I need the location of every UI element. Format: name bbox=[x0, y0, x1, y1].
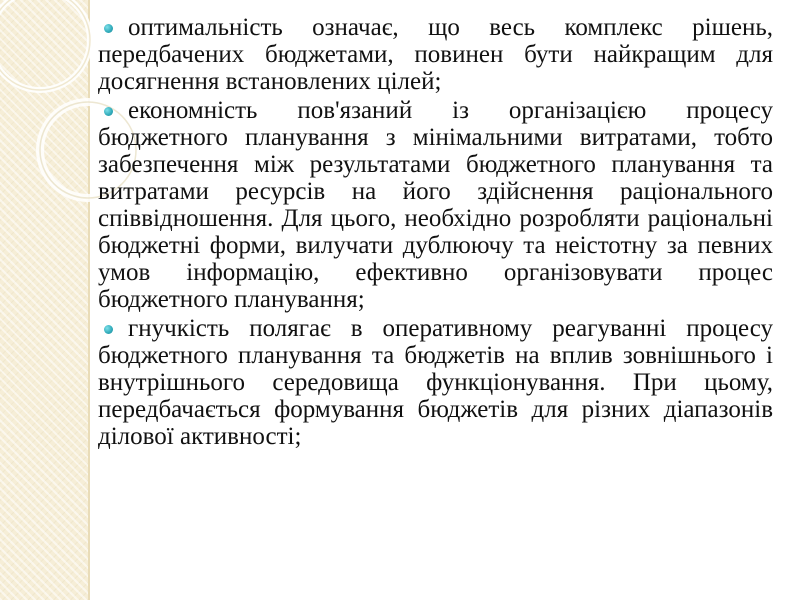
list-item bbox=[98, 97, 773, 313]
bullet-list bbox=[98, 14, 773, 450]
slide-content bbox=[98, 14, 773, 452]
list-item-text: оптимальність означає, що весь комплекс рішень, передбачених бюджетами, повинен бути найкращим для досягнення встановлених цілей; bbox=[98, 14, 773, 95]
circle-bullet-icon bbox=[104, 107, 113, 116]
circle-bullet-icon bbox=[104, 325, 113, 334]
circle-bullet-icon bbox=[104, 24, 113, 33]
list-item-text: економність пов'язаний із організацією процесу бюджетного планування з мінімальними витратами, тобто забезпечення між результатами бюджетного планування та витратами ресурсів на його здійснення раціонального співвідношення. Для цього, необхідно розробляти раціональні бюджетні форми, вилучати дублюючу та неістотну за певних умов інформацію, ефективно організовувати процес бюджетного планування; bbox=[98, 97, 773, 313]
list-item bbox=[98, 315, 773, 450]
list-item-text: гнучкість полягає в оперативному реагуванні процесу бюджетного планування та бюджетів на вплив зовнішнього і внутрішнього середовища функціонування. При цьому, передбачається формування бюджетів для різних діапазонів ділової активності; bbox=[98, 315, 773, 450]
list-item bbox=[98, 14, 773, 95]
